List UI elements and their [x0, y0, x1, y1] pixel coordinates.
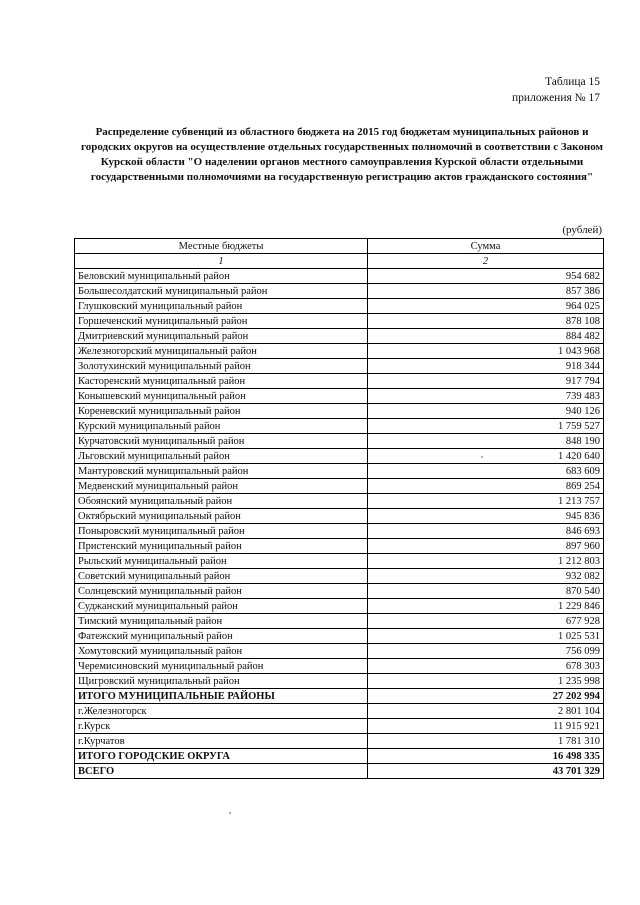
sum-cell: 897 960 [368, 539, 604, 554]
sum-cell: 756 099 [368, 644, 604, 659]
scan-speck [229, 812, 231, 814]
table-row [75, 284, 604, 299]
table-row [75, 659, 604, 674]
sum-cell: 878 108 [368, 314, 604, 329]
budget-name-cell: Пристенский муниципальный район [75, 539, 368, 554]
sum-cell: 11 915 921 [368, 719, 604, 734]
sum-cell: 1 025 531 [368, 629, 604, 644]
budget-name-cell: Конышевский муниципальный район [75, 389, 368, 404]
budget-name-cell: Медвенский муниципальный район [75, 479, 368, 494]
header-row [75, 239, 604, 254]
table-row [75, 389, 604, 404]
table-row [75, 434, 604, 449]
document-title: Распределение субвенций из областного бюджета на 2015 год бюджетам муниципальных районов и городских округов на осуществление отдельных государственных полномочий в соответствии с Законом Курской области "О наделении органов местного самоуправления Курской области отдельными государственными полномочиями на государственную регистрацию актов гражданского состояния" [81, 126, 603, 183]
table-row [75, 464, 604, 479]
budget-name-cell: Касторенский муниципальный район [75, 374, 368, 389]
budget-name-cell: Железногорский муниципальный район [75, 344, 368, 359]
table-row [75, 554, 604, 569]
sum-cell: 1 212 803 [368, 554, 604, 569]
sum-cell: 917 794 [368, 374, 604, 389]
scan-speck [481, 456, 483, 458]
sum-cell: 918 344 [368, 359, 604, 374]
table-row [75, 329, 604, 344]
table-row [75, 629, 604, 644]
table-row [75, 449, 604, 464]
sum-cell: 678 303 [368, 659, 604, 674]
budget-name-cell: Курский муниципальный район [75, 419, 368, 434]
budget-name-cell: ИТОГО ГОРОДСКИЕ ОКРУГА [75, 749, 368, 764]
table-row [75, 584, 604, 599]
sum-cell: 1 213 757 [368, 494, 604, 509]
sum-cell: 857 386 [368, 284, 604, 299]
sum-cell: 869 254 [368, 479, 604, 494]
table-row [75, 674, 604, 689]
budget-name-cell: г.Курск [75, 719, 368, 734]
budget-name-cell: Обоянский муниципальный район [75, 494, 368, 509]
table-row [75, 299, 604, 314]
budget-name-cell: Хомутовский муниципальный район [75, 644, 368, 659]
budget-name-cell: Беловский муниципальный район [75, 269, 368, 284]
budget-name-cell: Солнцевский муниципальный район [75, 584, 368, 599]
sum-cell: 945 836 [368, 509, 604, 524]
sum-cell: 1 229 846 [368, 599, 604, 614]
budget-name-cell: ИТОГО МУНИЦИПАЛЬНЫЕ РАЙОНЫ [75, 689, 368, 704]
column-header-budgets: Местные бюджеты [75, 239, 368, 254]
table-row [75, 719, 604, 734]
sum-cell: 677 928 [368, 614, 604, 629]
budget-name-cell: г.Курчатов [75, 734, 368, 749]
table-row [75, 704, 604, 719]
budget-name-cell: Курчатовский муниципальный район [75, 434, 368, 449]
column-number-2: 2 [368, 254, 604, 269]
table-row [75, 614, 604, 629]
budget-name-cell: ВСЕГО [75, 764, 368, 779]
budget-name-cell: Большесолдатский муниципальный район [75, 284, 368, 299]
appendix-number: приложения № 17 [512, 92, 600, 104]
table-number: Таблица 15 [545, 76, 600, 88]
budget-name-cell: Суджанский муниципальный район [75, 599, 368, 614]
budget-name-cell: Рыльский муниципальный район [75, 554, 368, 569]
budget-name-cell: Тимский муниципальный район [75, 614, 368, 629]
table-row [75, 539, 604, 554]
total-row [75, 689, 604, 704]
sum-cell: 870 540 [368, 584, 604, 599]
column-header-sum: Сумма [368, 239, 604, 254]
budget-name-cell: Кореневский муниципальный район [75, 404, 368, 419]
table-row [75, 479, 604, 494]
table-reference [512, 74, 600, 106]
table-row [75, 314, 604, 329]
budget-name-cell: Черемисиновский муниципальный район [75, 659, 368, 674]
sum-cell: 932 082 [368, 569, 604, 584]
budget-name-cell: Щигровский муниципальный район [75, 674, 368, 689]
column-number-1: 1 [75, 254, 368, 269]
table-row [75, 569, 604, 584]
table-row [75, 419, 604, 434]
sum-cell: 940 126 [368, 404, 604, 419]
table-body [75, 239, 604, 779]
sum-cell: 884 482 [368, 329, 604, 344]
table-row [75, 524, 604, 539]
subsidy-table [74, 238, 604, 779]
sum-cell: 1 043 968 [368, 344, 604, 359]
unit-label: (рублей) [562, 224, 602, 236]
budget-name-cell: Горшеченский муниципальный район [75, 314, 368, 329]
sum-cell: 1 781 310 [368, 734, 604, 749]
budget-name-cell: Глушковский муниципальный район [75, 299, 368, 314]
sum-cell: 848 190 [368, 434, 604, 449]
table-row [75, 509, 604, 524]
budget-name-cell: Поныровский муниципальный район [75, 524, 368, 539]
column-number-row [75, 254, 604, 269]
budget-name-cell: Льговский муниципальный район [75, 449, 368, 464]
table-row [75, 374, 604, 389]
sum-cell: 954 682 [368, 269, 604, 284]
budget-name-cell: г.Железногорск [75, 704, 368, 719]
sum-cell: 683 609 [368, 464, 604, 479]
sum-cell: 1 420 640 [368, 449, 604, 464]
table-row [75, 494, 604, 509]
table-row [75, 644, 604, 659]
table-row [75, 404, 604, 419]
sum-cell: 1 759 527 [368, 419, 604, 434]
total-row [75, 764, 604, 779]
budget-name-cell: Дмитриевский муниципальный район [75, 329, 368, 344]
budget-name-cell: Фатежский муниципальный район [75, 629, 368, 644]
table-row [75, 359, 604, 374]
sum-cell: 2 801 104 [368, 704, 604, 719]
sum-cell: 1 235 998 [368, 674, 604, 689]
table-row [75, 269, 604, 284]
sum-cell: 16 498 335 [368, 749, 604, 764]
sum-cell: 43 701 329 [368, 764, 604, 779]
total-row [75, 749, 604, 764]
sum-cell: 739 483 [368, 389, 604, 404]
table-row [75, 734, 604, 749]
table-row [75, 599, 604, 614]
budget-name-cell: Мантуровский муниципальный район [75, 464, 368, 479]
sum-cell: 27 202 994 [368, 689, 604, 704]
budget-name-cell: Советский муниципальный район [75, 569, 368, 584]
budget-name-cell: Золотухинский муниципальный район [75, 359, 368, 374]
table-row [75, 344, 604, 359]
sum-cell: 846 693 [368, 524, 604, 539]
sum-cell: 964 025 [368, 299, 604, 314]
budget-name-cell: Октябрьский муниципальный район [75, 509, 368, 524]
